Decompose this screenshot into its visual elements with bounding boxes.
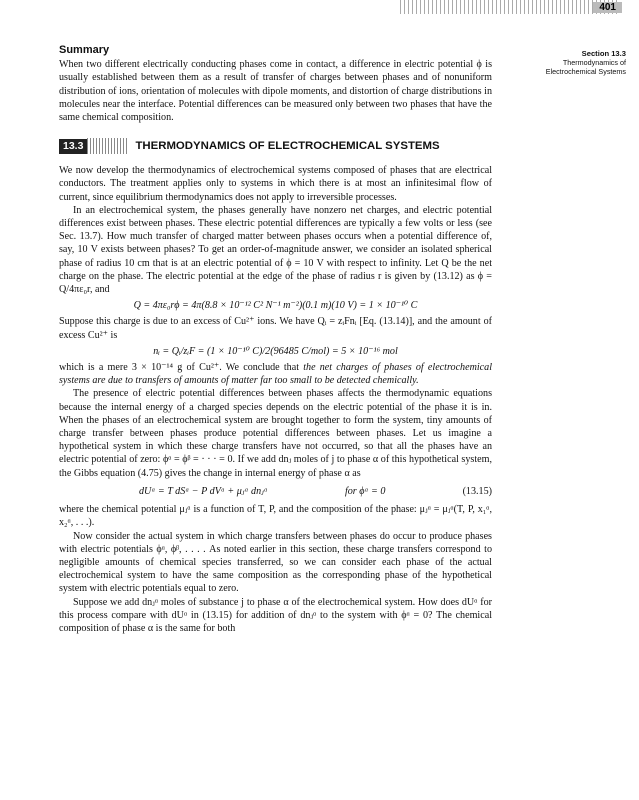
paragraph-5: The presence of electric potential differences between phases affects the thermodynamic equations because the internal energy of a charged species depends on the electric potential of the phase it is in. When the phases of an electrochemical system are brought together to form the system, tiny amounts of charge transfer between phases produce potential differences between phases. Let us imagine a hypothetical system in which these charge transfers have not occurred, so that all the phases have an electric potential of zero: ϕᵅ = ϕᵝ = · · · = 0. If we add dnⱼ moles of j to phase α of this hypothetical system, the Gibbs equation (4.75) gives the change in internal energy of phase α as bbox=[59, 388, 492, 479]
equation-13-15-body: dUᵅ = T dSᵅ − P dVᵅ + μⱼᵅ dnⱼᵅ bbox=[139, 485, 268, 497]
sidenote-line2: Electrochemical Systems bbox=[545, 67, 626, 76]
paragraph-7: Now consider the actual system in which charge transfers between phases do occur to produce phases with electric potentials ϕᵅ, ϕᵝ, . . . . As noted earlier in this section, these charge transfers correspond to negligible amounts of chemical species transferred, so we can consider each phase of the actual electrochemical system to have the same composition as the corresponding phase of the hypothetical system with electric potentials equal to zero. bbox=[59, 530, 492, 595]
header-bar bbox=[400, 0, 620, 14]
section-hatch-decoration bbox=[87, 138, 127, 154]
equation-moles: nᵢ = Qᵢ/zᵢF = (1 × 10⁻¹⁰ C)/2(96485 C/mol) = 5 × 10⁻¹⁶ mol bbox=[153, 345, 398, 357]
page-content bbox=[59, 44, 492, 635]
paragraph-4-text: which is a mere 3 × 10⁻¹⁴ g of Cu²⁺. We conclude that bbox=[59, 362, 304, 374]
section-sidenote bbox=[500, 49, 626, 76]
equation-charge: Q = 4πε₀rϕ = 4π(8.8 × 10⁻¹² C² N⁻¹ m⁻²)(0.1 m)(10 V) = 1 × 10⁻¹⁰ C bbox=[133, 300, 418, 312]
equation-13-15 bbox=[59, 485, 492, 498]
section-heading bbox=[59, 138, 492, 154]
paragraph-2: In an electrochemical system, the phases generally have nonzero net charges, and electric potential differences exist between phases. These electric potential differences are typically a few volts or less (see Sec. 13.7). How much transfer of charged matter between phases occurs when a potential difference of, say, 10 V exists between phases? To get an order-of-magnitude answer, we consider an isolated spherical phase of radius 10 cm that is at an electric potential of ϕ = 10 V with respect to infinity. Let Q be the net charge on the phase. The electric potential at the edge of the phase of radius r is given by (13.12) as ϕ = Q/4πε₀r, and bbox=[59, 204, 492, 296]
sidenote-section: Section 13.3 bbox=[581, 49, 626, 58]
sidenote-line1: Thermodynamics of bbox=[562, 58, 626, 67]
section-number: 13.3 bbox=[59, 139, 87, 154]
summary-text: When two different electrically conducting phases come in contact, a difference in electric potential ϕ is usually established between them as a result of transfer of charges between phases and of nonuniform distribution of ions, orientation of molecules with dipole moments, and distortion of charge distributions in molecules near the interface. Potential differences can be measured only between two phases that have the same chemical composition. bbox=[59, 59, 492, 124]
equation-13-15-condition: for ϕᵅ = 0 bbox=[344, 485, 386, 497]
equation-13-15-number: (13.15) bbox=[462, 485, 492, 497]
page-number: 401 bbox=[593, 2, 622, 13]
paragraph-6: where the chemical potential μⱼᵅ is a function of T, P, and the composition of the phase: μⱼᵅ = μⱼᵅ(T, P, x₁ᵅ, x₂ᵅ, . . .). bbox=[59, 504, 492, 529]
paragraph-1: We now develop the thermodynamics of electrochemical systems composed of phases that are electrical conductors. The treatment applies only to systems in which there is at most an infinitesimal flow of current, since equilibrium thermodynamics does not apply to irreversible processes. bbox=[59, 165, 492, 203]
paragraph-3: Suppose this charge is due to an excess of Cu²⁺ ions. We have Qᵢ = zᵢFnᵢ [Eq. (13.14)], and the amount of excess Cu²⁺ is bbox=[59, 316, 492, 341]
paragraph-8: Suppose we add dnⱼᵅ moles of substance j to phase α of the electrochemical system. How does dUᵅ for this process compare with dUᵅ in (13.15) for addition of dnⱼᵅ to the system with ϕᵅ = 0? The chemical composition of phase α is the same for both bbox=[59, 596, 492, 634]
summary-heading: Summary bbox=[59, 44, 110, 56]
paragraph-4-conclusion: the net charges of phases of electrochemical systems are due to transfers of amounts of matter far too small to be detected chemically. bbox=[59, 362, 492, 387]
section-title: THERMODYNAMICS OF ELECTROCHEMICAL SYSTEMS bbox=[135, 139, 440, 152]
paragraph-4 bbox=[59, 361, 492, 387]
